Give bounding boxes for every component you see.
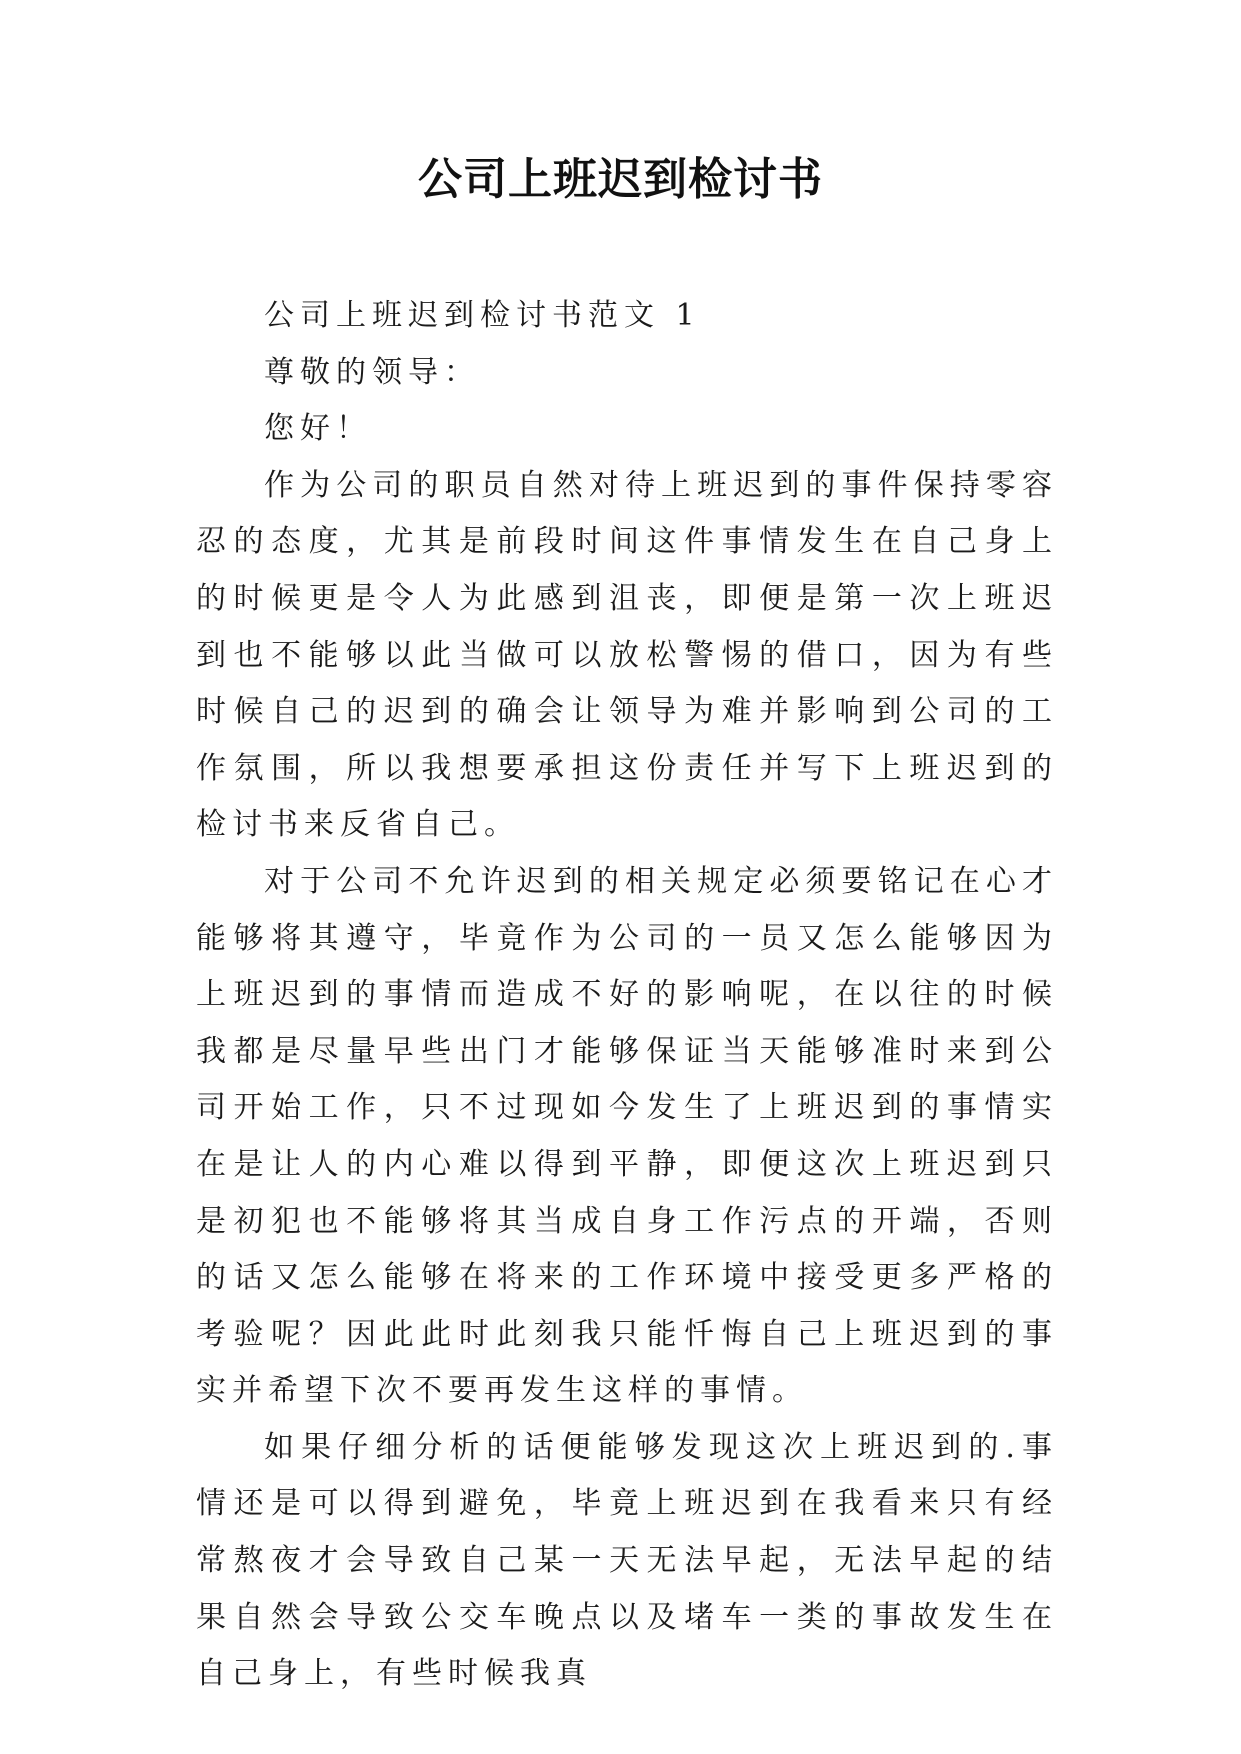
document-title: 公司上班迟到检讨书 — [418, 154, 823, 205]
salutation: 尊敬的领导： — [264, 354, 480, 390]
paragraph-2: 对于公司不允许迟到的相关规定必须要铭记在心才能够将其遵守，毕竟作为公司的一员又怎么能够因为上班迟到的事情而造成不好的影响呢，在以往的时候我都是尽量早些出门才能够保证当天能够准时来到公司开始工作，只不过现如今发生了上班迟到的事情实在是让人的内心难以得到平静，即便这次上班迟到只是初犯也不能够将其当成自身工作污点的开端，否则的话又怎么能够在将来的工作环境中接受更多严格的考验呢？因此此时此刻我只能忏悔自己上班迟到的事实并希望下次不要再发生这样的事情。 — [196, 863, 1058, 1409]
document-body — [196, 288, 1058, 1703]
greeting: 您好！ — [264, 411, 372, 447]
paragraph-1: 作为公司的职员自然对待上班迟到的事件保持零容忍的态度，尤其是前段时间这件事情发生在自己身上的时候更是令人为此感到沮丧，即便是第一次上班迟到也不能够以此当做可以放松警惕的借口，因为有些时候自己的迟到的确会让领导为难并影响到公司的工作氛围，所以我想要承担这份责任并写下上班迟到的检讨书来反省自己。 — [196, 467, 1058, 843]
paragraph-3: 如果仔细分析的话便能够发现这次上班迟到的.事情还是可以得到避免，毕竟上班迟到在我看来只有经常熬夜才会导致自己某一天无法早起，无法早起的结果自然会导致公交车晚点以及堵车一类的事故发生在自己身上，有些时候我真 — [196, 1429, 1058, 1692]
document-subtitle: 公司上班迟到检讨书范文 1 — [264, 298, 701, 333]
